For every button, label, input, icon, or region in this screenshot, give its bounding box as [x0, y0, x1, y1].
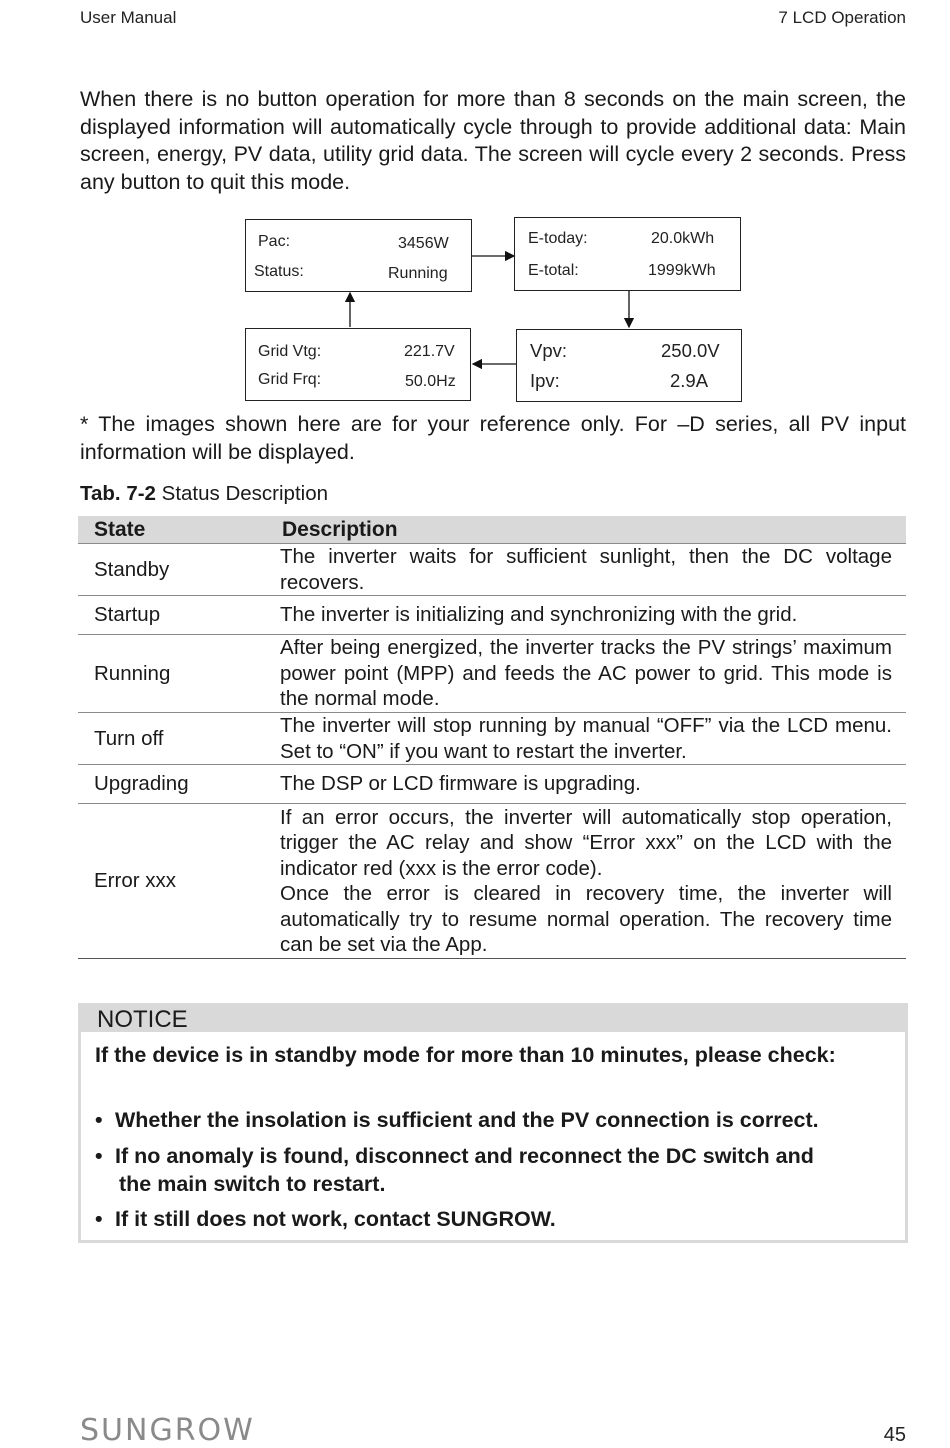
state-cell: Turn off — [78, 713, 280, 765]
notice-title: NOTICE — [81, 1006, 905, 1032]
lcd-main-screen — [245, 219, 472, 292]
table-header-state: State — [78, 516, 280, 544]
description-cell: The inverter waits for sufficient sunlight, then the DC voltage recovers. — [280, 544, 906, 596]
bullet-icon: • — [95, 1108, 103, 1132]
lcd-label: E-today: — [528, 230, 588, 247]
table-row — [78, 596, 906, 635]
lcd-label: Ipv: — [530, 370, 560, 391]
notice-bullet — [95, 1107, 895, 1135]
description-cell — [280, 804, 906, 959]
notice-box — [78, 1003, 908, 1243]
notice-intro: If the device is in standby mode for more than 10 minutes, please check: — [95, 1043, 836, 1067]
description-paragraph: Once the error is cleared in recovery time, the inverter will automatically try to resume normal operation. The recovery time can be set via the App. — [280, 882, 892, 956]
state-cell: Upgrading — [78, 765, 280, 804]
notice-bullet-text: If no anomaly is found, disconnect and reconnect the DC switch and — [115, 1144, 814, 1168]
description-cell: The DSP or LCD firmware is upgrading. — [280, 765, 906, 804]
table-row — [78, 804, 906, 959]
lcd-value: 20.0kWh — [651, 230, 715, 247]
lcd-label: E-total: — [528, 262, 579, 279]
table-row — [78, 765, 906, 804]
table-caption — [80, 482, 328, 506]
state-cell: Standby — [78, 544, 280, 596]
table-row — [78, 713, 906, 765]
intro-paragraph: When there is no button operation for more than 8 seconds on the main screen, the displayed information will automatically cycle through to provide additional data: Main screen, energy, PV data, utility grid data. The screen will cycle every 2 seconds. Press any button to quit this mode. — [80, 87, 906, 194]
state-cell: Startup — [78, 596, 280, 635]
description-cell: The inverter is initializing and synchronizing with the grid. — [280, 596, 906, 635]
table-header-description: Description — [280, 516, 906, 544]
bullet-icon: • — [95, 1144, 103, 1168]
lcd-label: Pac: — [258, 233, 291, 250]
description-cell: The inverter will stop running by manual “OFF” via the LCD menu. Set to “ON” if you want to restart the inverter. — [280, 713, 906, 765]
lcd-value: 250.0V — [661, 340, 720, 361]
state-cell: Error xxx — [78, 804, 280, 959]
lcd-value: 3456W — [398, 235, 449, 252]
table-caption-number: Tab. 7-2 — [80, 482, 156, 505]
lcd-grid-screen — [245, 328, 471, 401]
description-paragraph: If an error occurs, the inverter will automatically stop operation, trigger the AC relay and show “Error xxx” on the LCD with the indicator red (xxx is the error code). — [280, 805, 892, 880]
page-number: 45 — [883, 1424, 906, 1446]
notice-bullet — [95, 1206, 895, 1234]
notice-bullet-text: If it still does not work, contact SUNGROW. — [115, 1207, 556, 1231]
description-cell: After being energized, the inverter tracks the PV strings’ maximum power point (MPP) and feeds the AC power to grid. This mode is the normal mode. — [280, 635, 906, 713]
sungrow-logo: SUNGROW — [80, 1413, 255, 1448]
bullet-icon: • — [95, 1207, 103, 1231]
lcd-pv-screen — [516, 329, 742, 402]
header-chapter-title: 7 LCD Operation — [778, 8, 906, 27]
lcd-value: 1999kWh — [648, 262, 716, 279]
table-header-row — [78, 516, 906, 544]
lcd-energy-screen — [514, 217, 741, 291]
lcd-value: 50.0Hz — [405, 373, 456, 390]
lcd-value: Running — [388, 265, 448, 282]
lcd-label: Grid Frq: — [258, 371, 322, 388]
header-manual-title: User Manual — [80, 8, 177, 27]
notice-bullet-continuation: the main switch to restart. — [119, 1171, 386, 1196]
notice-bullet — [95, 1143, 895, 1198]
status-table — [78, 516, 906, 959]
notice-bullet-text: Whether the insolation is sufficient and the PV connection is correct. — [115, 1108, 819, 1132]
table-caption-text: Status Description — [155, 482, 329, 505]
lcd-value: 221.7V — [404, 343, 455, 360]
lcd-value: 2.9A — [670, 370, 709, 391]
reference-note: * The images shown here are for your reference only. For –D series, all PV input information will be displayed. — [80, 412, 906, 464]
table-row — [78, 635, 906, 713]
lcd-label: Status: — [254, 263, 304, 280]
lcd-label: Grid Vtg: — [258, 343, 322, 360]
lcd-label: Vpv: — [530, 340, 568, 361]
table-row — [78, 544, 906, 596]
state-cell: Running — [78, 635, 280, 713]
